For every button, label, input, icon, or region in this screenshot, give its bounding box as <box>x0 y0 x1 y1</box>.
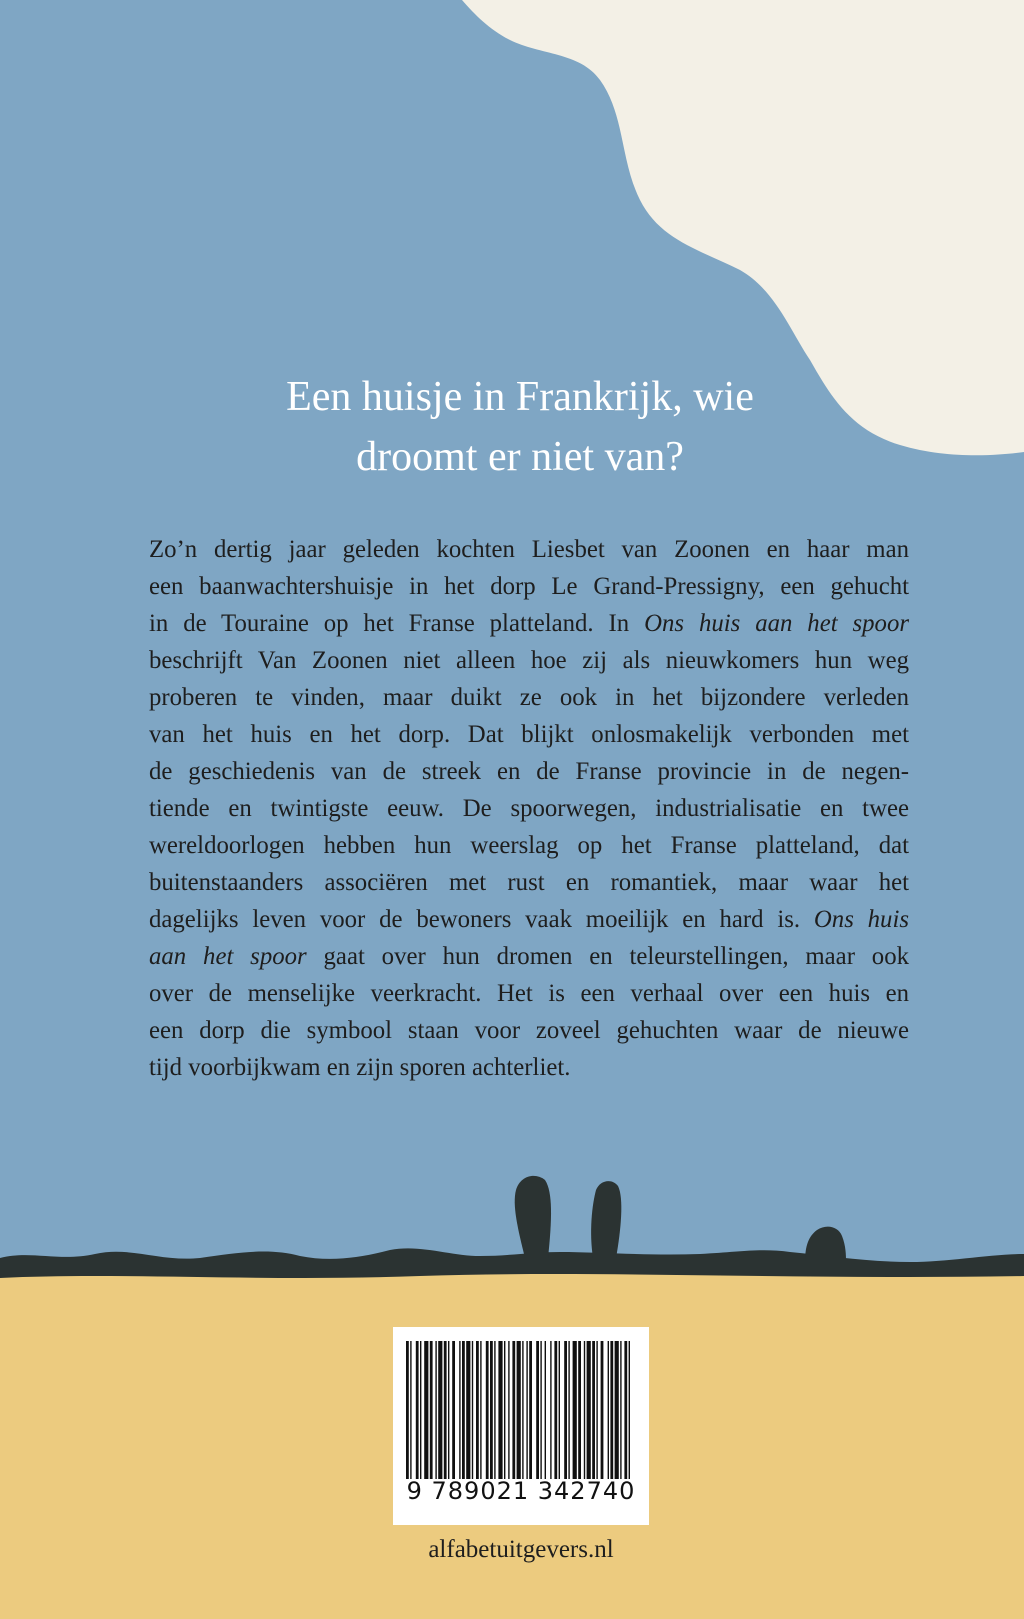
barcode-bar <box>536 1341 539 1479</box>
blurb-line: van het huis en het dorp. Dat blijkt onlosmakelijk verbonden met <box>149 721 909 748</box>
barcode-bar <box>480 1341 481 1479</box>
tagline <box>150 367 890 487</box>
barcode-bar <box>573 1341 577 1479</box>
barcode-bar <box>596 1341 597 1479</box>
barcode-bar <box>522 1341 523 1479</box>
barcode <box>393 1327 649 1525</box>
barcode-bar <box>587 1341 591 1479</box>
barcode-bar <box>540 1341 541 1479</box>
barcode-bar <box>517 1341 521 1479</box>
barcode-bar <box>498 1341 502 1479</box>
blurb-line: een dorp die symbool staan voor zoveel gehuchten waar de nieuwe <box>149 1017 909 1044</box>
barcode-bar <box>438 1341 442 1479</box>
barcode-bar <box>490 1341 493 1479</box>
barcode-bar <box>592 1341 595 1479</box>
barcode-bar <box>629 1341 630 1479</box>
barcode-bar <box>526 1341 527 1479</box>
barcode-bar <box>462 1341 465 1479</box>
barcode-bar <box>545 1341 546 1479</box>
barcode-bar <box>420 1341 421 1479</box>
barcode-bar <box>559 1341 560 1479</box>
barcode-bar <box>430 1341 433 1479</box>
barcode-bar <box>452 1341 455 1479</box>
blurb-line: beschrijft Van Zoonen niet alleen hoe zij als nieuwkomers hun weg <box>149 647 909 674</box>
publisher-website: alfabetuitgevers.nl <box>428 1536 614 1563</box>
blurb-line: Zo’n dertig jaar geleden kochten Liesbet van Zoonen en haar man <box>149 536 909 563</box>
blurb-line <box>149 938 909 975</box>
barcode-bar <box>615 1341 619 1479</box>
blurb-text <box>149 531 909 1086</box>
barcode-bar <box>459 1341 460 1479</box>
barcode-bar <box>610 1341 613 1479</box>
barcode-bars <box>402 1341 640 1479</box>
barcode-bar <box>486 1341 489 1479</box>
barcode-bar <box>435 1341 436 1479</box>
barcode-bar <box>584 1341 585 1479</box>
barcode-bar <box>494 1341 495 1479</box>
barcode-bar <box>416 1341 419 1479</box>
barcode-bar <box>424 1341 428 1479</box>
book-title-italic: Ons huis <box>813 906 909 933</box>
barcode-bar <box>624 1341 627 1479</box>
barcode-bar <box>444 1341 447 1479</box>
blurb-line <box>149 605 909 642</box>
blurb-line: wereldoorlogen hebben hun weerslag op het Franse platteland, dat <box>149 832 909 859</box>
book-title-italic: aan het spoor <box>149 943 307 970</box>
barcode-bar <box>466 1341 470 1479</box>
barcode-bar <box>608 1341 609 1479</box>
blurb-line-part: dagelijks leven voor de bewoners vaak moeilijk en hard is. <box>149 906 814 933</box>
blurb-line: proberen te vinden, maar duikt ze ook in het bijzondere verleden <box>149 684 909 711</box>
barcode-bar <box>564 1341 567 1479</box>
blurb-line: tijd voorbijkwam en zijn sporen achterliet. <box>149 1054 571 1081</box>
blurb-line: een baanwachtershuisje in het dorp Le Grand-Pressigny, een gehucht <box>149 573 909 600</box>
barcode-bar <box>620 1341 621 1479</box>
barcode-bar <box>529 1341 532 1479</box>
tagline-line: droomt er niet van? <box>356 434 684 480</box>
barcode-bar <box>476 1341 479 1479</box>
tagline-line: Een huisje in Frankrijk, wie <box>286 374 754 420</box>
blurb-line: de geschiedenis van de streek en de Franse provincie in de negen- <box>149 758 909 785</box>
blurb-line: tiende en twintigste eeuw. De spoorwegen, industrialisatie en twee <box>149 795 909 822</box>
blurb-line: buitenstaanders associëren met rust en romantiek, maar waar het <box>149 869 909 896</box>
barcode-bar <box>410 1341 411 1479</box>
barcode-bar <box>406 1341 409 1479</box>
blurb-line <box>149 901 909 938</box>
blurb-line-part: in de Touraine op het Franse platteland. In <box>149 610 645 637</box>
barcode-bar <box>512 1341 515 1479</box>
book-title-italic: Ons huis aan het spoor <box>644 610 909 637</box>
barcode-bar <box>504 1341 505 1479</box>
blurb-line: over de menselijke veerkracht. Het is een verhaal over een huis en <box>149 980 909 1007</box>
isbn-number: 9 789021 342740 <box>406 1477 636 1505</box>
barcode-bar <box>550 1341 551 1479</box>
barcode-bar <box>554 1341 557 1479</box>
blurb-line-part: gaat over hun dromen en teleurstellingen, maar ook <box>306 943 909 970</box>
barcode-bar <box>448 1341 449 1479</box>
barcode-bar <box>472 1341 473 1479</box>
barcode-bar <box>568 1341 569 1479</box>
standing-stone-middle <box>591 1181 621 1258</box>
barcode-bar <box>578 1341 581 1479</box>
barcode-bar <box>508 1341 509 1479</box>
barcode-bar <box>601 1341 604 1479</box>
